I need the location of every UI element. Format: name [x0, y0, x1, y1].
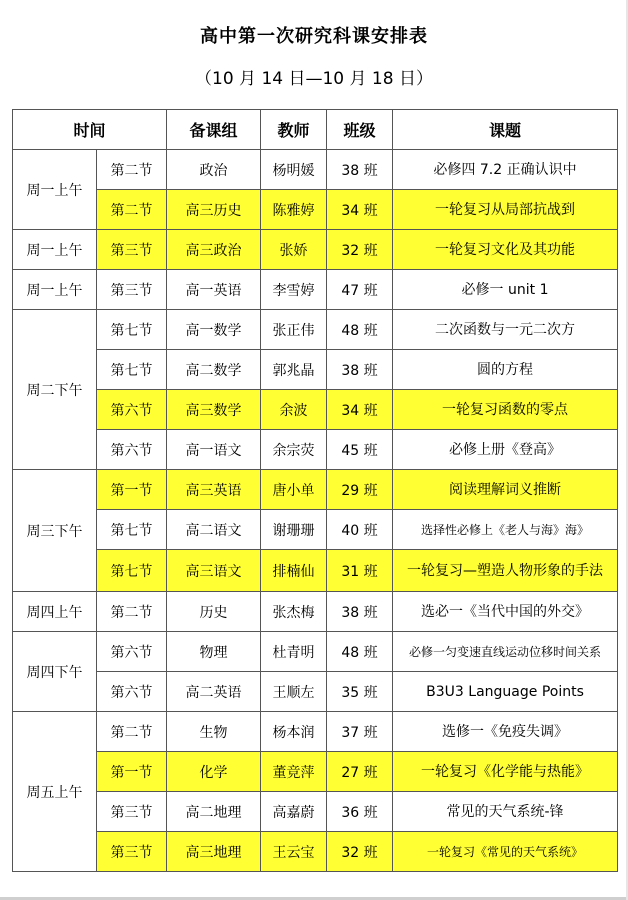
day-cell: 周一上午 — [13, 150, 97, 230]
class-cell: 35 班 — [327, 672, 393, 712]
teacher-cell: 杨明媛 — [261, 150, 327, 190]
topic-cell: 必修上册《登高》 — [393, 430, 618, 470]
class-cell: 32 班 — [327, 832, 393, 872]
teacher-cell: 郭兆晶 — [261, 350, 327, 390]
group-cell: 高三政治 — [167, 230, 261, 270]
period-cell: 第二节 — [97, 190, 167, 230]
table-row — [13, 430, 618, 470]
group-cell: 历史 — [167, 592, 261, 632]
topic-cell: B3U3 Language Points — [393, 672, 618, 712]
period-cell: 第二节 — [97, 150, 167, 190]
header-topic: 课题 — [393, 110, 618, 150]
day-cell: 周四下午 — [13, 632, 97, 712]
period-cell: 第三节 — [97, 792, 167, 832]
table-row — [13, 270, 618, 310]
class-cell: 40 班 — [327, 510, 393, 550]
period-cell: 第七节 — [97, 550, 167, 592]
period-cell: 第一节 — [97, 752, 167, 792]
table-row — [13, 632, 618, 672]
table-row — [13, 712, 618, 752]
class-cell: 47 班 — [327, 270, 393, 310]
group-cell: 高二数学 — [167, 350, 261, 390]
topic-cell: 圆的方程 — [393, 350, 618, 390]
class-cell: 38 班 — [327, 350, 393, 390]
group-cell: 高二地理 — [167, 792, 261, 832]
period-cell: 第七节 — [97, 310, 167, 350]
topic-cell: 选必一《当代中国的外交》 — [393, 592, 618, 632]
table-row — [13, 150, 618, 190]
group-cell: 高三英语 — [167, 470, 261, 510]
group-cell: 高三数学 — [167, 390, 261, 430]
period-cell: 第三节 — [97, 270, 167, 310]
topic-cell: 一轮复习从局部抗战到 — [393, 190, 618, 230]
teacher-cell: 高嘉蔚 — [261, 792, 327, 832]
group-cell: 高三地理 — [167, 832, 261, 872]
class-cell: 38 班 — [327, 592, 393, 632]
table-row — [13, 592, 618, 632]
topic-cell: 必修四 7.2 正确认识中 — [393, 150, 618, 190]
page-title: 高中第一次研究科课安排表 — [200, 26, 428, 47]
teacher-cell: 唐小单 — [261, 470, 327, 510]
period-cell: 第六节 — [97, 632, 167, 672]
group-cell: 高一英语 — [167, 270, 261, 310]
topic-cell: 一轮复习函数的零点 — [393, 390, 618, 430]
class-cell: 37 班 — [327, 712, 393, 752]
table-row — [13, 832, 618, 872]
period-cell: 第三节 — [97, 230, 167, 270]
table-row — [13, 310, 618, 350]
table-row — [13, 350, 618, 390]
group-cell: 高二语文 — [167, 510, 261, 550]
teacher-cell: 余宗荧 — [261, 430, 327, 470]
header-time: 时间 — [13, 110, 167, 150]
class-cell: 38 班 — [327, 150, 393, 190]
group-cell: 生物 — [167, 712, 261, 752]
header-group: 备课组 — [167, 110, 261, 150]
group-cell: 高一语文 — [167, 430, 261, 470]
period-cell: 第七节 — [97, 510, 167, 550]
table-row — [13, 752, 618, 792]
group-cell: 高三语文 — [167, 550, 261, 592]
day-cell: 周一上午 — [13, 270, 97, 310]
teacher-cell: 张正伟 — [261, 310, 327, 350]
teacher-cell: 排楠仙 — [261, 550, 327, 592]
teacher-cell: 张娇 — [261, 230, 327, 270]
group-cell: 化学 — [167, 752, 261, 792]
table-row — [13, 390, 618, 430]
group-cell: 高二英语 — [167, 672, 261, 712]
group-cell: 高一数学 — [167, 310, 261, 350]
period-cell: 第一节 — [97, 470, 167, 510]
class-cell: 27 班 — [327, 752, 393, 792]
class-cell: 48 班 — [327, 310, 393, 350]
topic-cell: 一轮复习—塑造人物形象的手法 — [393, 550, 618, 592]
header-row — [13, 110, 618, 150]
topic-cell: 选修一《免疫失调》 — [393, 712, 618, 752]
topic-cell: 选择性必修上《老人与海》海》 — [393, 510, 618, 550]
topic-cell: 必修一匀变速直线运动位移时间关系 — [393, 632, 618, 672]
table-row — [13, 792, 618, 832]
teacher-cell: 陈雅婷 — [261, 190, 327, 230]
table-row — [13, 550, 618, 592]
table-row — [13, 230, 618, 270]
period-cell: 第六节 — [97, 672, 167, 712]
topic-cell: 二次函数与一元二次方 — [393, 310, 618, 350]
day-cell: 周三下午 — [13, 470, 97, 592]
class-cell: 31 班 — [327, 550, 393, 592]
class-cell: 29 班 — [327, 470, 393, 510]
day-cell: 周一上午 — [13, 230, 97, 270]
class-cell: 34 班 — [327, 390, 393, 430]
schedule-table — [12, 109, 618, 872]
class-cell: 48 班 — [327, 632, 393, 672]
class-cell: 45 班 — [327, 430, 393, 470]
teacher-cell: 张杰梅 — [261, 592, 327, 632]
period-cell: 第三节 — [97, 832, 167, 872]
class-cell: 32 班 — [327, 230, 393, 270]
group-cell: 高三历史 — [167, 190, 261, 230]
teacher-cell: 王顺左 — [261, 672, 327, 712]
table-row — [13, 510, 618, 550]
class-cell: 34 班 — [327, 190, 393, 230]
teacher-cell: 董竞萍 — [261, 752, 327, 792]
group-cell: 物理 — [167, 632, 261, 672]
topic-cell: 一轮复习《化学能与热能》 — [393, 752, 618, 792]
period-cell: 第二节 — [97, 712, 167, 752]
table-row — [13, 672, 618, 712]
teacher-cell: 王云宝 — [261, 832, 327, 872]
period-cell: 第七节 — [97, 350, 167, 390]
topic-cell: 必修一 unit 1 — [393, 270, 618, 310]
teacher-cell: 杜青明 — [261, 632, 327, 672]
schedule-body — [13, 150, 618, 872]
header-teacher: 教师 — [261, 110, 327, 150]
class-cell: 36 班 — [327, 792, 393, 832]
table-row — [13, 470, 618, 510]
period-cell: 第二节 — [97, 592, 167, 632]
group-cell: 政治 — [167, 150, 261, 190]
teacher-cell: 李雪婷 — [261, 270, 327, 310]
period-cell: 第六节 — [97, 390, 167, 430]
topic-cell: 一轮复习《常见的天气系统》 — [393, 832, 618, 872]
teacher-cell: 谢珊珊 — [261, 510, 327, 550]
day-cell: 周四上午 — [13, 592, 97, 632]
period-cell: 第六节 — [97, 430, 167, 470]
teacher-cell: 余波 — [261, 390, 327, 430]
topic-cell: 常见的天气系统-锋 — [393, 792, 618, 832]
topic-cell: 阅读理解词义推断 — [393, 470, 618, 510]
day-cell: 周二下午 — [13, 310, 97, 470]
day-cell: 周五上午 — [13, 712, 97, 872]
teacher-cell: 杨本润 — [261, 712, 327, 752]
header-class: 班级 — [327, 110, 393, 150]
table-row — [13, 190, 618, 230]
date-range: （10 月 14 日—10 月 18 日） — [195, 69, 433, 89]
topic-cell: 一轮复习文化及其功能 — [393, 230, 618, 270]
